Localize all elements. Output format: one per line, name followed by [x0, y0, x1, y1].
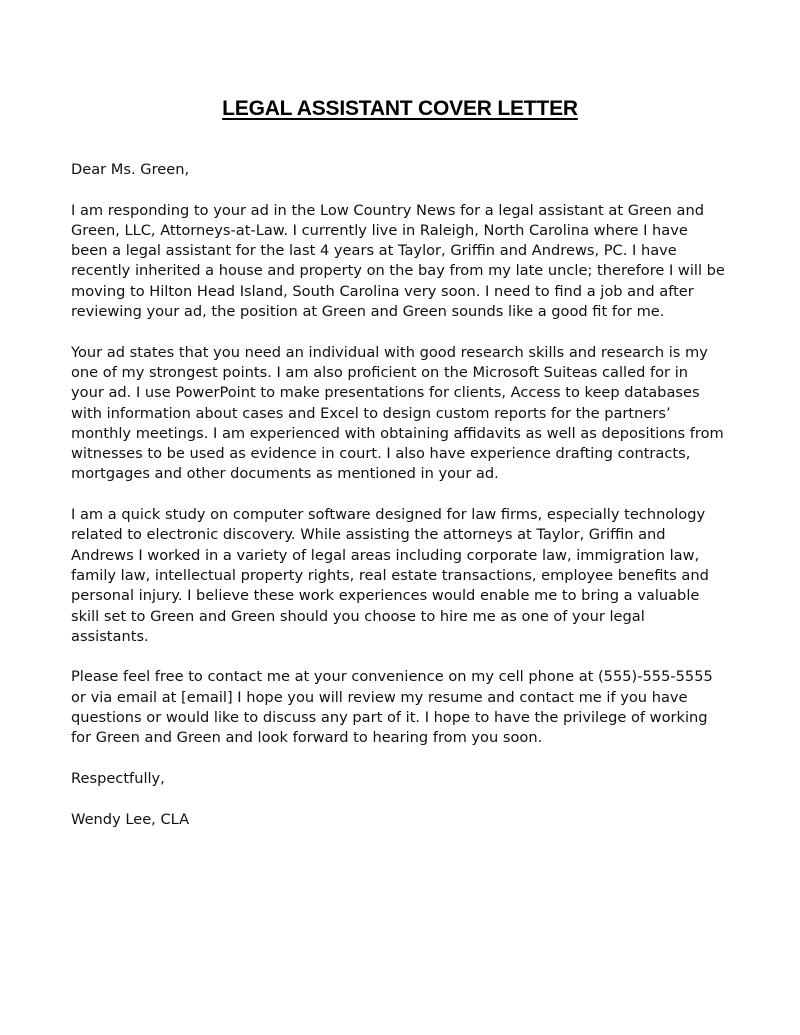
signature: Wendy Lee, CLA: [71, 810, 190, 828]
paragraph-experience: I am a quick study on computer software designed for law firms, especially technology related to electronic discovery. While assisting the attorneys at Taylor, Griffin and Andrews I worked in a variety of legal areas including corporate law, immigration law, family law, intellectual property rights, real estate transactions, employee benefits and personal injury. I believe these work experiences would enable me to bring a valuable skill set to Green and Green should you choose to hire me as one of your legal assistants.: [71, 506, 709, 645]
document-title-text: LEGAL ASSISTANT COVER LETTER: [222, 97, 578, 120]
document-title: [0, 95, 800, 123]
letter-body: [71, 160, 725, 850]
salutation: Dear Ms. Green,: [71, 161, 190, 178]
closing: Respectfully,: [71, 769, 165, 787]
paragraph-introduction: I am responding to your ad in the Low Country News for a legal assistant at Green and Green, LLC, Attorneys-at-Law. I currently live in Raleigh, North Carolina where I have been a legal assistant for the last 4 years at Taylor, Griffin and Andrews, PC. I have recently inherited a house and property on the bay from my late uncle; therefore I will be moving to Hilton Head Island, South Carolina very soon. I need to find a job and after reviewing your ad, the position at Green and Green sounds like a good fit for me.: [71, 201, 725, 321]
paragraph-contact: Please feel free to contact me at your convenience on my cell phone at (555)-555-5555 or via email at [email] I hope you will review my resume and contact me if you have questions or would like to discuss any part of it. I hope to have the privilege of working for Green and Green and look forward to hearing from you soon.: [71, 668, 713, 747]
paragraph-skills: Your ad states that you need an individual with good research skills and research is my one of my strongest points. I am also proficient on the Microsoft Suiteas called for in your ad. I use PowerPoint to make presentations for clients, Access to keep databases with information about cases and Excel to design custom reports for the partners’ monthly meetings. I am experienced with obtaining affidavits as well as depositions from witnesses to be used as evidence in court. I also have experience drafting contracts, mortgages and other documents as mentioned in your ad.: [71, 343, 724, 483]
